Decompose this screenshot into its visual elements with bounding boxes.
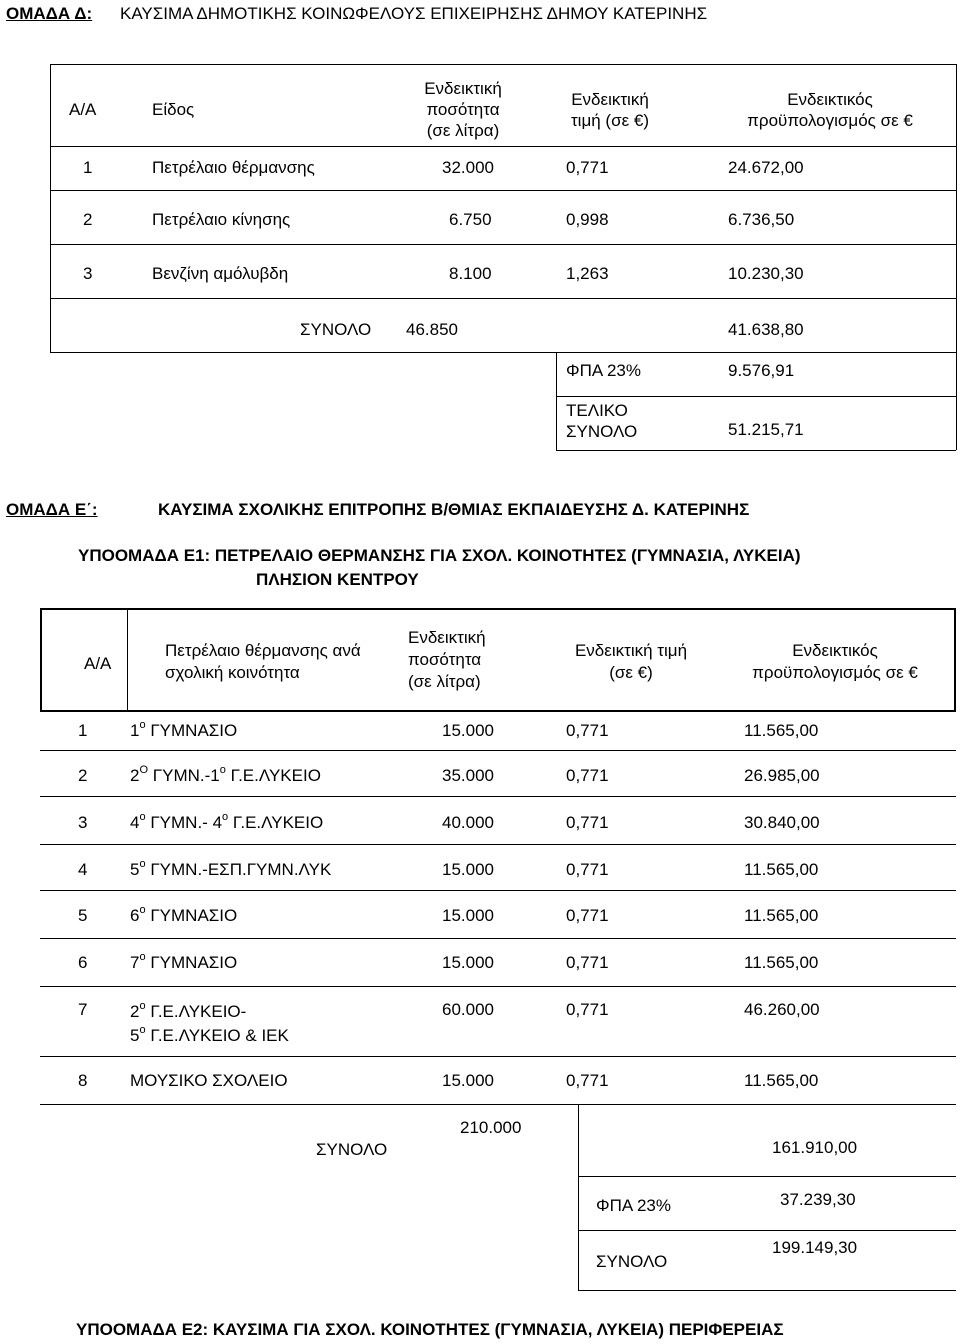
- group-e-label: ΟΜΑΔΑ Ε΄:: [6, 500, 98, 519]
- group-d-title: ΚΑΥΣΙΜΑ ΔΗΜΟΤΙΚΗΣ ΚΟΙΝΩΦΕΛΟΥΣ ΕΠΙΧΕΙΡΗΣΗΣ ΔΗΜΟΥ ΚΑΤΕΡΙΝΗΣ: [120, 4, 708, 23]
- group-e-header-price: Ενδεικτική τιμή (σε €): [574, 641, 688, 682]
- group-d-header-item: Είδος: [152, 100, 195, 119]
- group-d-header-aa: Α/Α: [69, 100, 97, 119]
- subgroup-e1-title-line1: ΥΠΟΟΜΑΔΑ Ε1: ΠΕΤΡΕΛΑΙΟ ΘΕΡΜΑΝΣΗΣ ΓΙΑ ΣΧΟΛ. ΚΟΙΝΟΤΗΤΕΣ (ΓΥΜΝΑΣΙΑ, ΛΥΚΕΙΑ): [78, 546, 801, 565]
- subgroup-e2-title: ΥΠΟΟΜΑΔΑ Ε2: ΚΑΥΣΙΜΑ ΓΙΑ ΣΧΟΛ. ΚΟΙΝΟΤΗΤΕΣ (ΓΥΜΝΑΣΙΑ, ΛΥΚΕΙΑ) ΠΕΡΙΦΕΡΕΙΑΣ: [76, 1320, 784, 1339]
- group-e-header-item: Πετρέλαιο θέρμανσης ανά σχολική κοινότητα: [165, 641, 361, 682]
- subgroup-e1-title-line2: ΠΛΗΣΙΟΝ ΚΕΝΤΡΟΥ: [256, 570, 419, 589]
- group-d-header-price: Ενδεικτική τιμή (σε €): [570, 90, 650, 130]
- group-e-title: ΚΑΥΣΙΜΑ ΣΧΟΛΙΚΗΣ ΕΠΙΤΡΟΠΗΣ Β/ΘΜΙΑΣ ΕΚΠΑΙΔΕΥΣΗΣ Δ. ΚΑΤΕΡΙΝΗΣ: [158, 500, 750, 519]
- group-e-header-aa: Α/Α: [84, 654, 112, 673]
- group-e-header-budget: Ενδεικτικός προϋπολογισμός σε €: [752, 641, 918, 682]
- group-d-header-qty: Ενδεικτική ποσότητα (σε λίτρα): [424, 79, 502, 140]
- group-e-header-qty: Ενδεικτική ποσότητα (σε λίτρα): [408, 628, 486, 691]
- group-d-label: ΟΜΑΔΑ Δ:: [6, 4, 93, 23]
- group-d-header-budget: Ενδεικτικός προϋπολογισμός σε €: [747, 90, 913, 130]
